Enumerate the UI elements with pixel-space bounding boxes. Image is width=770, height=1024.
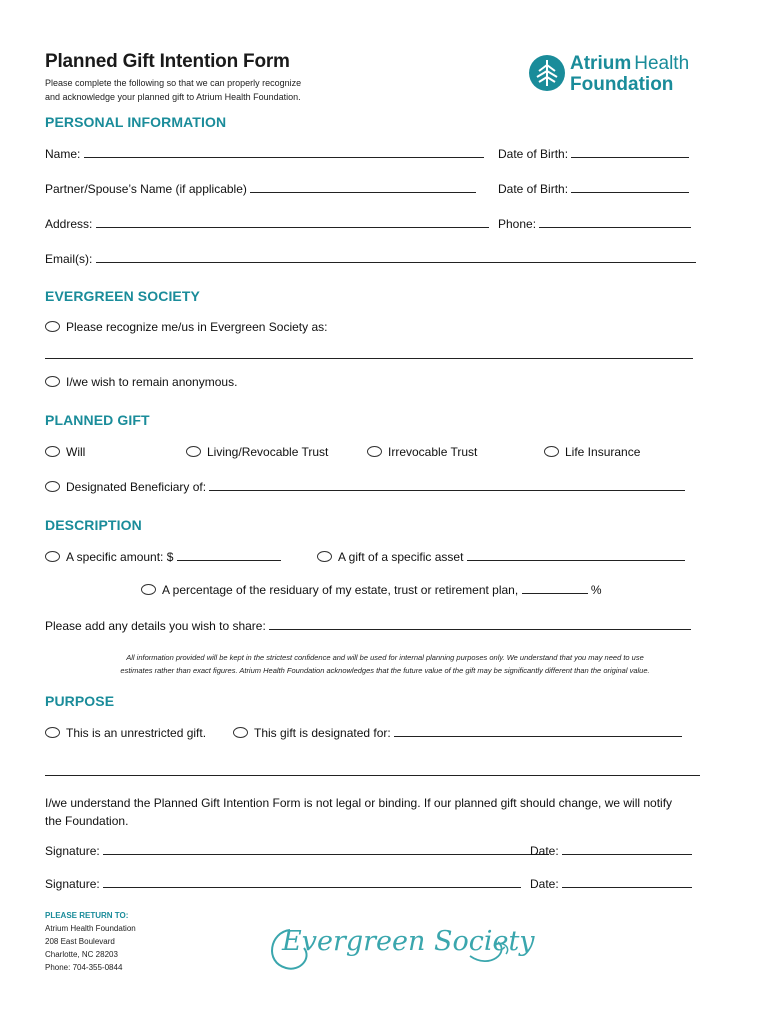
partner-field[interactable] — [250, 182, 476, 193]
anonymous-radio[interactable] — [45, 376, 60, 387]
designated-label: This gift is designated for: — [254, 726, 391, 740]
unrestricted-radio[interactable] — [45, 727, 60, 738]
details-row — [45, 619, 691, 633]
unrestricted-option[interactable] — [45, 726, 206, 740]
percentage-option[interactable] — [141, 583, 602, 597]
email-field[interactable] — [96, 252, 696, 263]
details-field[interactable] — [269, 619, 691, 630]
return-street: 208 East Boulevard — [45, 937, 115, 946]
date-label-1: Date: — [530, 844, 559, 858]
percent-sign: % — [590, 583, 602, 597]
section-heading-evergreen: EVERGREEN SOCIETY — [45, 288, 200, 304]
phone-field[interactable] — [539, 217, 691, 228]
section-heading-purpose: PURPOSE — [45, 693, 115, 709]
details-label: Please add any details you wish to share: — [45, 619, 266, 633]
unrestricted-label: This is an unrestricted gift. — [66, 726, 207, 740]
signature-label-2: Signature: — [45, 877, 100, 891]
agreement-text-line-2: the Foundation. — [45, 814, 129, 828]
partner-row — [45, 182, 476, 196]
dob-row-1 — [498, 147, 689, 161]
amount-option[interactable] — [45, 550, 281, 564]
address-label: Address: — [45, 217, 93, 231]
name-label: Name: — [45, 147, 81, 161]
beneficiary-radio[interactable] — [45, 481, 60, 492]
signature-label-1: Signature: — [45, 844, 100, 858]
name-row — [45, 147, 484, 161]
date-row-2 — [530, 877, 692, 891]
logo-word-health: Health — [634, 53, 690, 74]
agreement-text-line-1: I/we understand the Planned Gift Intention Form is not legal or binding. If our planned gift should change, we will notify — [45, 796, 673, 810]
recognize-option[interactable] — [45, 320, 327, 334]
designated-option[interactable] — [233, 726, 682, 740]
return-phone: Phone: 704-355-0844 — [45, 963, 123, 972]
atrium-health-logo — [527, 53, 727, 97]
designated-field-continued[interactable] — [45, 775, 700, 776]
email-label: Email(s): — [45, 252, 93, 266]
percentage-radio[interactable] — [141, 584, 156, 595]
dob-field-1[interactable] — [571, 147, 689, 158]
recognize-radio[interactable] — [45, 321, 60, 332]
address-field[interactable] — [96, 217, 489, 228]
confidentiality-note-line-2: estimates rather than exact figures. Atrium Health Foundation acknowledges that the future value of the gift may be significantly different than the original value. — [120, 666, 650, 675]
phone-label: Phone: — [498, 217, 537, 231]
percentage-label: A percentage of the residuary of my estate, trust or retirement plan, — [162, 583, 519, 597]
date-field-2[interactable] — [562, 877, 692, 888]
page-title: Planned Gift Intention Form — [45, 51, 290, 72]
email-row — [45, 252, 696, 266]
dob-label-1: Date of Birth: — [498, 147, 569, 161]
irrevocable-trust-label: Irrevocable Trust — [388, 445, 478, 459]
beneficiary-label: Designated Beneficiary of: — [66, 480, 207, 494]
return-org: Atrium Health Foundation — [45, 924, 136, 933]
recognize-label: Please recognize me/us in Evergreen Society as: — [66, 320, 328, 334]
living-trust-radio[interactable] — [186, 446, 201, 457]
will-radio[interactable] — [45, 446, 60, 457]
logo-word-atrium: Atrium — [570, 53, 632, 74]
intro-text-line-2: and acknowledge your planned gift to Atrium Health Foundation. — [45, 92, 301, 102]
life-insurance-radio[interactable] — [544, 446, 559, 457]
date-row-1 — [530, 844, 692, 858]
signature-field-2[interactable] — [103, 877, 521, 888]
percentage-field[interactable] — [522, 583, 588, 594]
logo-word-foundation: Foundation — [570, 74, 674, 95]
anonymous-label: I/we wish to remain anonymous. — [66, 375, 238, 389]
recognition-name-field[interactable] — [45, 358, 693, 359]
life-insurance-label: Life Insurance — [565, 445, 641, 459]
return-heading: PLEASE RETURN TO: — [45, 911, 129, 920]
address-row — [45, 217, 489, 231]
signature-row-2 — [45, 877, 521, 891]
section-heading-description: DESCRIPTION — [45, 517, 142, 533]
dob-field-2[interactable] — [571, 182, 689, 193]
will-label: Will — [66, 445, 86, 459]
partner-label: Partner/Spouse’s Name (if applicable) — [45, 182, 247, 196]
irrevocable-trust-radio[interactable] — [367, 446, 382, 457]
dob-label-2: Date of Birth: — [498, 182, 569, 196]
date-field-1[interactable] — [562, 844, 692, 855]
return-city: Charlotte, NC 28203 — [45, 950, 118, 959]
asset-label: A gift of a specific asset — [338, 550, 464, 564]
designated-radio[interactable] — [233, 727, 248, 738]
atrium-leaf-icon — [527, 53, 567, 93]
name-field[interactable] — [84, 147, 484, 158]
date-label-2: Date: — [530, 877, 559, 891]
beneficiary-field[interactable] — [209, 480, 685, 491]
beneficiary-option[interactable] — [45, 480, 685, 494]
asset-option[interactable] — [317, 550, 685, 564]
anonymous-option[interactable] — [45, 375, 237, 389]
intro-text-line-1: Please complete the following so that we can properly recognize — [45, 78, 302, 88]
signature-row-1 — [45, 844, 549, 858]
irrevocable-trust-option[interactable] — [367, 445, 477, 459]
amount-radio[interactable] — [45, 551, 60, 562]
signature-field-1[interactable] — [103, 844, 549, 855]
living-trust-label: Living/Revocable Trust — [207, 445, 329, 459]
asset-radio[interactable] — [317, 551, 332, 562]
confidentiality-note-line-1: All information provided will be kept in the strictest confidence and will be used for internal planning purposes only. We understand that you may need to use — [126, 653, 644, 662]
asset-field[interactable] — [467, 550, 685, 561]
phone-row — [498, 217, 691, 231]
living-trust-option[interactable] — [186, 445, 328, 459]
amount-field[interactable] — [177, 550, 281, 561]
section-heading-personal: PERSONAL INFORMATION — [45, 114, 227, 130]
dob-row-2 — [498, 182, 689, 196]
designated-field[interactable] — [394, 726, 682, 737]
amount-label: A specific amount: $ — [66, 550, 174, 564]
section-heading-planned-gift: PLANNED GIFT — [45, 412, 150, 428]
life-insurance-option[interactable] — [544, 445, 640, 459]
will-option[interactable] — [45, 445, 85, 459]
evergreen-society-text: Evergreen Society — [282, 926, 535, 957]
evergreen-society-logo — [260, 912, 535, 982]
